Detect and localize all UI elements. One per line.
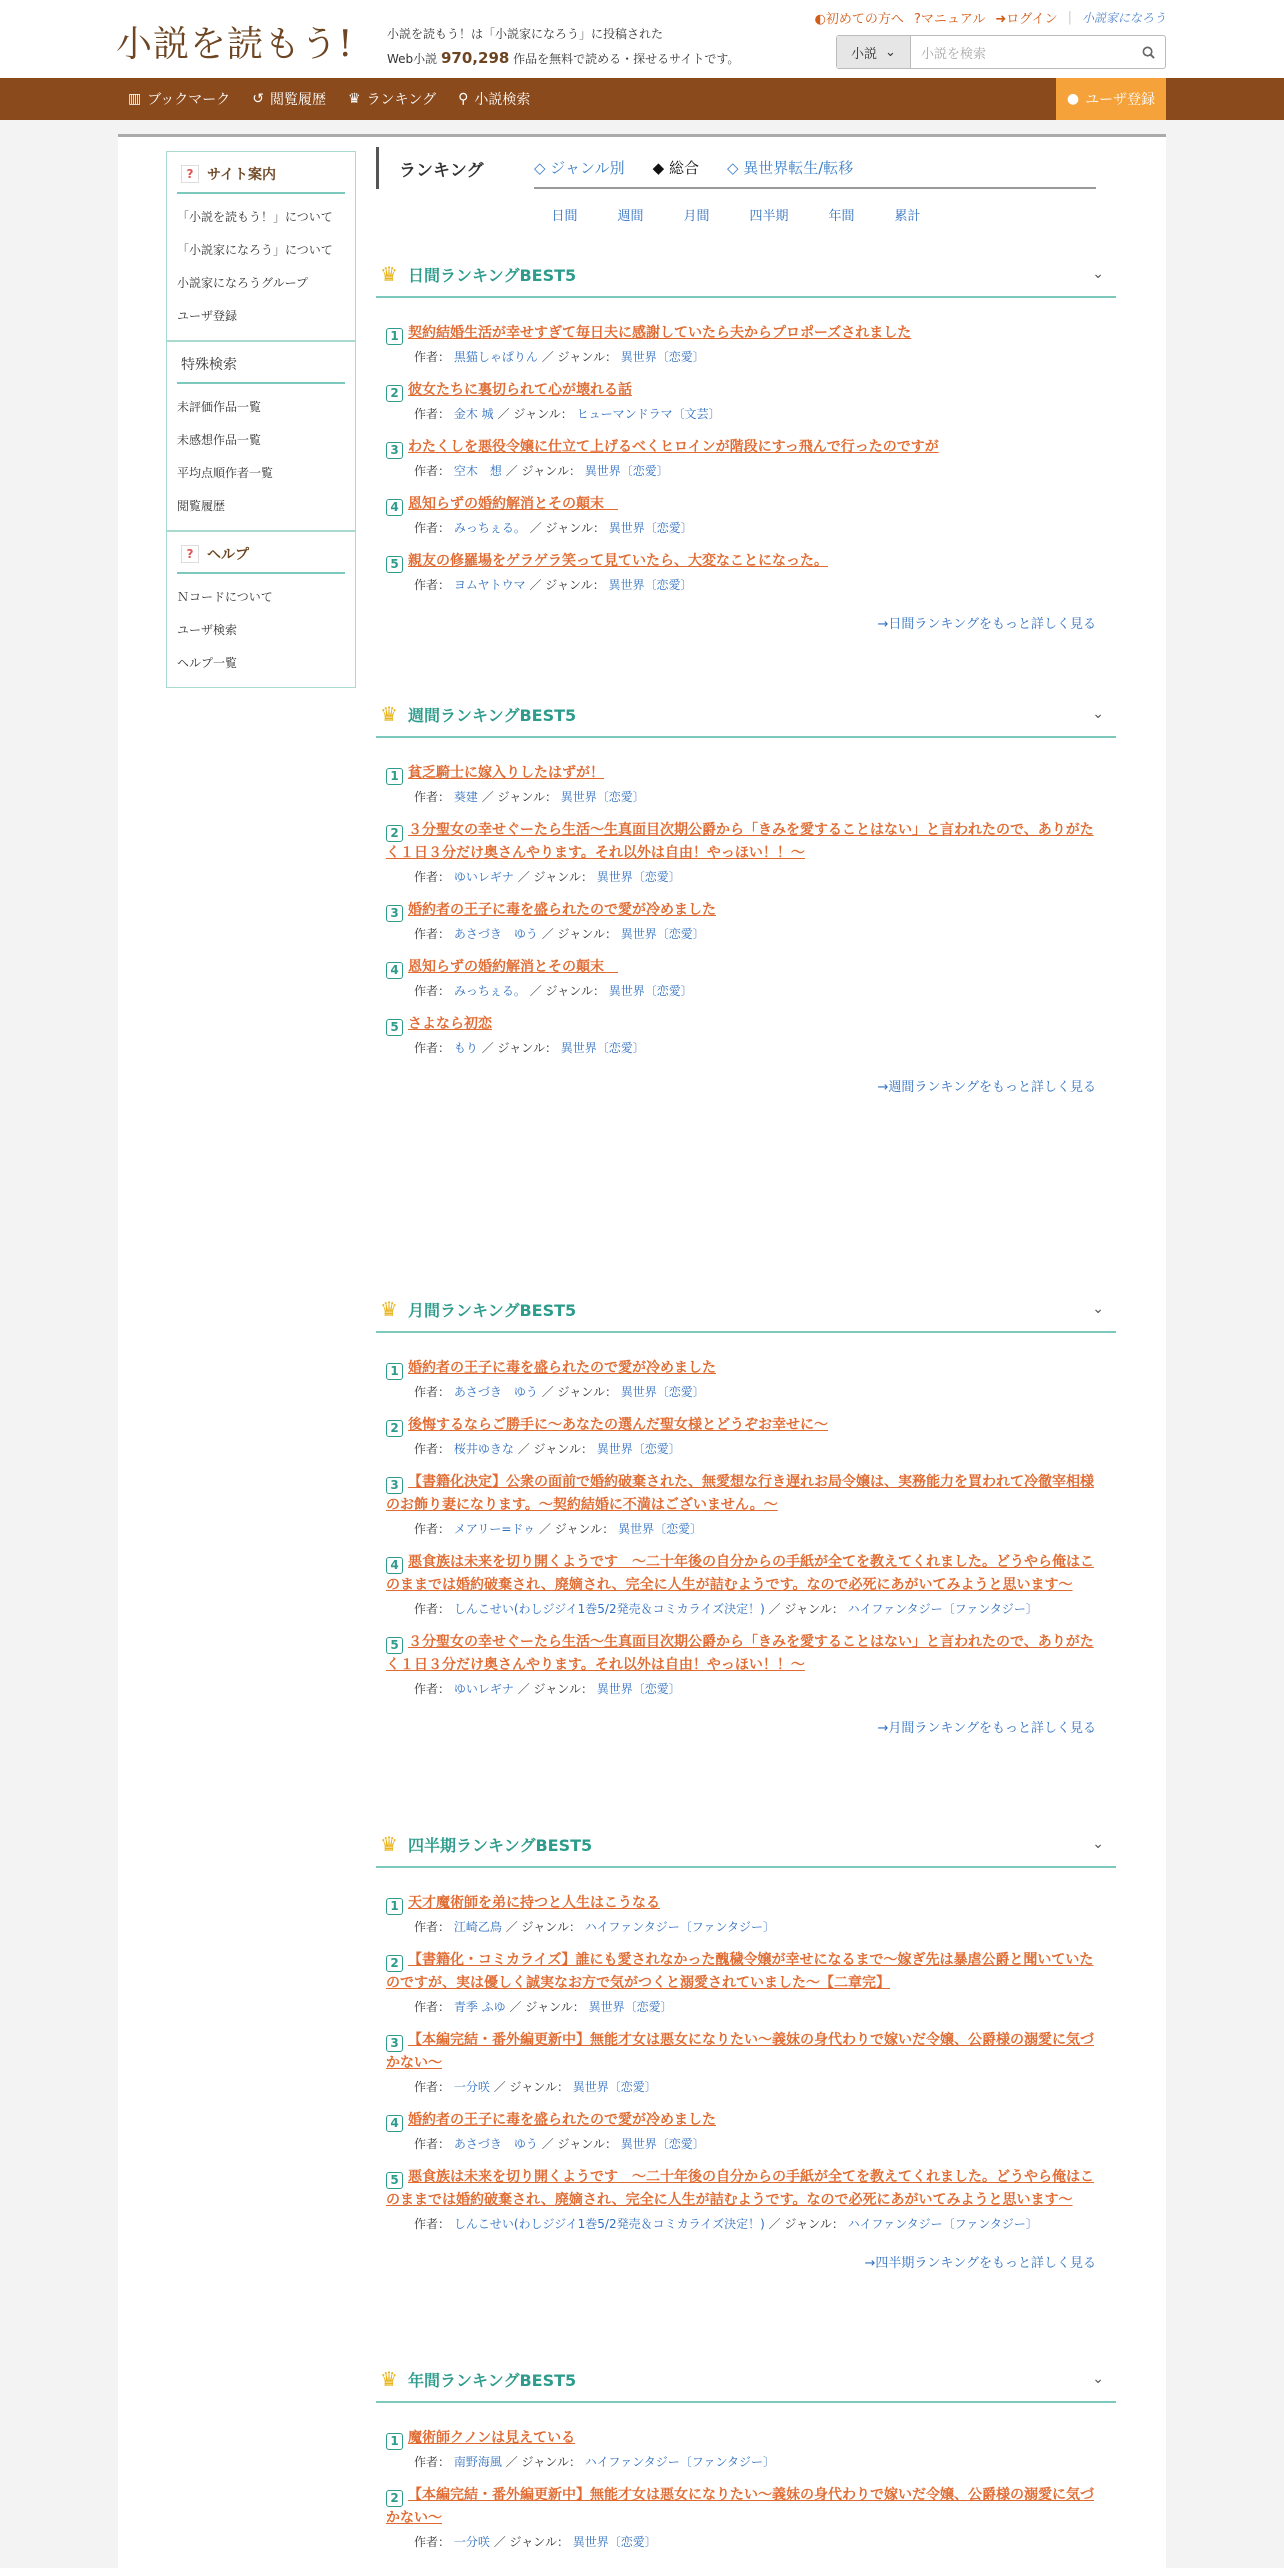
- genre-label: ／ ジャンル：: [768, 2217, 844, 2231]
- ranking-item: [386, 1414, 1106, 1459]
- rank-badge: 3: [386, 2035, 403, 2052]
- genre-label: ／ ジャンル：: [529, 521, 605, 535]
- sidebar-item-about-yomou[interactable]: 「小説を読もう！」について: [177, 210, 333, 224]
- genre-label: ／ ジャンル：: [517, 1682, 593, 1696]
- genre-label: ／ ジャンル：: [509, 2000, 585, 2014]
- genre-link[interactable]: 異世界〔恋愛〕: [588, 2000, 673, 2014]
- search-box: [836, 35, 1166, 69]
- nav-history-label: 閲覧履歴: [270, 92, 326, 108]
- ranking-item: [386, 762, 1106, 807]
- genre-link[interactable]: ヒューマンドラマ〔文芸〕: [576, 407, 721, 421]
- bookmark-icon: ▥: [128, 91, 142, 107]
- genre-link[interactable]: 異世界〔恋愛〕: [620, 1385, 705, 1399]
- genre-link[interactable]: 異世界〔恋愛〕: [608, 521, 693, 535]
- top-links: [815, 8, 1166, 27]
- period-weekly[interactable]: 週間: [617, 209, 644, 224]
- history-icon: ↺: [252, 91, 264, 107]
- author-label: 作者：: [414, 407, 451, 421]
- section-header[interactable]: [376, 2357, 1116, 2403]
- novel-title-link[interactable]: 【本編完結・番外編更新中】無能才女は悪女になりたい～義妹の身代わりで嫁いだ令嬢、公爵様の溺愛に気づかない～: [386, 2032, 1094, 2071]
- author-link[interactable]: 桜井ゆきな: [453, 1442, 514, 1456]
- genre-label: ／ ジャンル：: [497, 407, 573, 421]
- work-count: 970,298: [441, 49, 510, 67]
- rank-badge: 1: [386, 768, 403, 785]
- rank-badge: 5: [386, 1637, 403, 1654]
- author-link[interactable]: 江崎乙鳥: [453, 1920, 502, 1934]
- author-link[interactable]: みっちぇる。: [453, 521, 526, 535]
- login-link[interactable]: [995, 8, 1057, 27]
- special-search-list: [177, 384, 345, 522]
- user-icon: ●: [1066, 91, 1080, 107]
- manual-link[interactable]: [914, 8, 985, 27]
- ranking-item: [386, 1631, 1106, 1699]
- novel-meta: [386, 347, 1106, 367]
- tab-isekai[interactable]: ◇ 異世界転生/転移: [726, 158, 854, 177]
- author-label: 作者：: [414, 1385, 451, 1399]
- genre-link[interactable]: 異世界〔恋愛〕: [620, 927, 705, 941]
- author-label: 作者：: [414, 1041, 451, 1055]
- site-header: [0, 0, 1284, 78]
- author-link[interactable]: 黒猫しゃぱりん: [453, 350, 538, 364]
- genre-link[interactable]: ハイファンタジー〔ファンタジー〕: [584, 2455, 775, 2469]
- site-description: [387, 22, 739, 71]
- genre-label: ／ ジャンル：: [493, 2080, 569, 2094]
- crown-icon: ♛: [380, 2367, 398, 2391]
- novel-title-link[interactable]: 後悔するならご勝手に～あなたの選んだ聖女様とどうぞお幸せに～: [408, 1417, 828, 1433]
- ranking-item: [386, 1471, 1106, 1539]
- login-icon: ➜: [995, 12, 1007, 27]
- novel-meta: [386, 461, 1106, 481]
- genre-link[interactable]: 異世界〔恋愛〕: [618, 1522, 703, 1536]
- novel-meta: [386, 1679, 1106, 1699]
- genre-label: ／ ジャンル：: [481, 790, 557, 804]
- genre-label: ／ ジャンル：: [505, 2455, 581, 2469]
- section-header[interactable]: [376, 692, 1116, 738]
- period-monthly[interactable]: 月間: [683, 209, 710, 224]
- genre-link[interactable]: 異世界〔恋愛〕: [596, 1442, 681, 1456]
- sidebar-item-narou-group[interactable]: 小説家になろうグループ: [177, 276, 309, 290]
- first-time-link[interactable]: [815, 8, 904, 27]
- site-guide-title: サイト案内: [207, 167, 277, 183]
- ranking-item: [386, 1949, 1106, 2017]
- nav-search[interactable]: [458, 89, 530, 109]
- search-icon: ⚲: [458, 91, 469, 107]
- period-total[interactable]: 累計: [894, 209, 921, 224]
- special-search-box: [166, 341, 356, 531]
- crown-icon: ♛: [380, 702, 398, 726]
- main-nav: [128, 78, 530, 120]
- author-label: 作者：: [414, 578, 451, 592]
- genre-label: ／ ジャンル：: [541, 927, 617, 941]
- ranking-item: [386, 436, 1106, 481]
- ranking-list: [376, 2403, 1116, 2552]
- search-input[interactable]: 小説を検索: [921, 46, 987, 62]
- desc-prefix: Web小説: [387, 52, 438, 66]
- chevron-down-icon[interactable]: ⌄: [1092, 1836, 1104, 1852]
- ranking-item: [386, 819, 1106, 887]
- ranking-list: [376, 298, 1116, 595]
- question-circle-icon: ?: [913, 12, 921, 27]
- rank-badge: 1: [386, 1898, 403, 1915]
- genre-link[interactable]: 異世界〔恋愛〕: [620, 350, 705, 364]
- period-quarterly[interactable]: 四半期: [749, 209, 789, 224]
- author-link[interactable]: ヨムヤトウマ: [453, 578, 526, 592]
- section-title: 日間ランキングBEST5: [407, 265, 577, 285]
- author-link[interactable]: 一分咲: [453, 2535, 490, 2549]
- author-label: 作者：: [414, 2455, 451, 2469]
- genre-label: ／ ジャンル：: [768, 1602, 844, 1616]
- site-logo[interactable]: 小説を読もう!: [116, 24, 354, 65]
- ranking-item: [386, 322, 1106, 367]
- author-label: 作者：: [414, 984, 451, 998]
- rank-badge: 1: [386, 1363, 403, 1380]
- genre-link[interactable]: 異世界〔恋愛〕: [572, 2080, 657, 2094]
- rank-badge: 2: [386, 1955, 403, 1972]
- chevron-down-icon[interactable]: ⌄: [1092, 706, 1104, 722]
- question-icon: ?: [181, 165, 199, 183]
- manual-label: マニュアル: [920, 12, 986, 27]
- rank-badge: 3: [386, 1477, 403, 1494]
- help-box: [166, 531, 356, 688]
- author-label: 作者：: [414, 927, 451, 941]
- novel-meta: [386, 1997, 1106, 2017]
- sidebar-item-no-impressions[interactable]: 未感想作品一覧: [177, 433, 262, 447]
- author-link[interactable]: しんこせい(わしジジイ1巻5/2発売＆コミカライズ決定！): [453, 1602, 765, 1616]
- period-daily[interactable]: 日間: [551, 209, 578, 224]
- genre-label: ／ ジャンル：: [517, 870, 593, 884]
- login-label: ログイン: [1006, 12, 1058, 27]
- novel-title-link[interactable]: 【本編完結・番外編更新中】無能才女は悪女になりたい～義妹の身代わりで嫁いだ令嬢、公爵様の溺愛に気づかない～: [386, 2487, 1094, 2526]
- novel-title-link[interactable]: 彼女たちに裏切られて心が壊れる話: [408, 382, 632, 398]
- author-label: 作者：: [414, 1920, 451, 1934]
- section-title: 月間ランキングBEST5: [407, 1300, 577, 1320]
- divider: |: [1067, 10, 1072, 25]
- author-label: 作者：: [414, 2137, 451, 2151]
- novel-title-link[interactable]: ３分聖女の幸せぐーたら生活〜生真面目次期公爵から「きみを愛することはない」と言われたので、ありがたく１日３分だけ奥さんやります。それ以外は自由！やっほい！！〜: [386, 822, 1094, 861]
- rank-badge: 1: [386, 328, 403, 345]
- author-link[interactable]: ゆいレギナ: [453, 1682, 514, 1696]
- author-label: 作者：: [414, 1602, 451, 1616]
- ranking-section: [376, 1287, 1116, 1736]
- novel-meta: [386, 2214, 1106, 2234]
- novel-meta: [386, 2134, 1106, 2154]
- ranking-section: [376, 692, 1116, 1095]
- ranking-item: [386, 493, 1106, 538]
- beginner-icon: ◐: [814, 12, 826, 27]
- main-nav-bar: [0, 78, 1284, 120]
- see-more-link[interactable]: →日間ランキングをもっと詳しく見る: [877, 617, 1096, 632]
- rank-badge: 3: [386, 442, 403, 459]
- ranking-item: [386, 550, 1106, 595]
- period-yearly[interactable]: 年間: [828, 209, 855, 224]
- author-link[interactable]: 空木 想: [453, 464, 502, 478]
- novel-title-link[interactable]: さよなら初恋: [408, 1016, 492, 1032]
- nav-ranking[interactable]: [348, 89, 436, 109]
- genre-link[interactable]: 異世界〔恋愛〕: [608, 578, 693, 592]
- novel-meta: [386, 2532, 1106, 2552]
- rank-badge: 2: [386, 2490, 403, 2507]
- ranking-item: [386, 956, 1106, 1001]
- novel-meta: [386, 981, 1106, 1001]
- ranking-title: ランキング: [376, 147, 484, 189]
- novel-title-link[interactable]: 悪食族は未来を切り開くようです ～二十年後の自分からの手紙が全てを教えてくれました。どうやら俺はこのままでは婚約破棄され、廃嫡され、完全に人生が詰むようです。なので必死にあがいてみようと思います～: [386, 1554, 1094, 1593]
- first-time-label: 初めての方へ: [825, 12, 904, 27]
- genre-label: ／ ジャンル：: [541, 1385, 617, 1399]
- novel-title-link[interactable]: 親友の修羅場をゲラゲラ笑って見ていたら、大変なことになった。: [408, 553, 828, 569]
- author-label: 作者：: [414, 521, 451, 535]
- author-link[interactable]: あさづき ゆう: [453, 927, 538, 941]
- author-label: 作者：: [414, 464, 451, 478]
- novel-title-link[interactable]: わたくしを悪役令嬢に仕立て上げるべくヒロインが階段にすっ飛んで行ったのですが: [408, 439, 939, 455]
- narou-brand-link[interactable]: 小説家になろう: [1081, 11, 1166, 25]
- see-more-link[interactable]: →月間ランキングをもっと詳しく見る: [877, 1721, 1096, 1736]
- ranking-item: [386, 2029, 1106, 2097]
- genre-link[interactable]: 異世界〔恋愛〕: [596, 1682, 681, 1696]
- rank-badge: 5: [386, 2172, 403, 2189]
- novel-title-link[interactable]: 婚約者の王子に毒を盛られたので愛が冷めました: [408, 1360, 716, 1376]
- ranking-item: [386, 1357, 1106, 1402]
- period-links: [376, 205, 1096, 224]
- ranking-list: [376, 738, 1116, 1058]
- novel-title-link[interactable]: 【書籍化決定】公衆の面前で婚約破棄された、無愛想な行き遅れお局令嬢は、実務能力を買われて冷徹宰相様のお飾り妻になります。～契約結婚に不満はございません。～: [386, 1474, 1094, 1513]
- user-register-button[interactable]: [1056, 78, 1166, 120]
- sidebar-item-user-register[interactable]: ユーザ登録: [177, 309, 238, 323]
- author-link[interactable]: ゆいレギナ: [453, 870, 514, 884]
- ranking-item: [386, 1013, 1106, 1058]
- nav-bookmark-label: ブックマーク: [147, 92, 231, 108]
- section-header[interactable]: [376, 1822, 1116, 1868]
- tab-genre[interactable]: ◇ ジャンル別: [534, 158, 625, 177]
- section-title: 年間ランキングBEST5: [407, 2370, 577, 2390]
- rank-badge: 2: [386, 825, 403, 842]
- nav-history[interactable]: [252, 89, 326, 109]
- ranking-item: [386, 1892, 1106, 1937]
- crown-icon: ♛: [380, 1832, 398, 1856]
- author-label: 作者：: [414, 1442, 451, 1456]
- genre-label: ／ ジャンル：: [538, 1522, 615, 1536]
- chevron-down-icon: ⌄: [885, 44, 896, 60]
- author-label: 作者：: [414, 2217, 451, 2231]
- author-label: 作者：: [414, 2535, 451, 2549]
- section-title: 週間ランキングBEST5: [407, 705, 577, 725]
- chevron-down-icon[interactable]: ⌄: [1092, 2371, 1104, 2387]
- novel-title-link[interactable]: 魔術師クノンは見えている: [408, 2430, 576, 2446]
- rank-badge: 4: [386, 2115, 403, 2132]
- rank-badge: 3: [386, 905, 403, 922]
- section-header[interactable]: [376, 1287, 1116, 1333]
- rank-badge: 4: [386, 1557, 403, 1574]
- section-header[interactable]: [376, 252, 1116, 298]
- novel-meta: [386, 1599, 1106, 1619]
- special-search-heading: 特殊検索: [177, 350, 345, 384]
- ranking-item: [386, 2484, 1106, 2552]
- ranking-section: [376, 2357, 1116, 2552]
- genre-link[interactable]: 異世界〔恋愛〕: [596, 870, 681, 884]
- genre-label: ／ ジャンル：: [481, 1041, 557, 1055]
- author-label: 作者：: [414, 790, 451, 804]
- sidebar-item-history[interactable]: 閲覧履歴: [177, 499, 226, 513]
- rank-badge: 4: [386, 962, 403, 979]
- author-link[interactable]: 一分咲: [453, 2080, 490, 2094]
- crown-icon: ♛: [348, 91, 361, 107]
- rank-badge: 2: [386, 1420, 403, 1437]
- novel-meta: [386, 1917, 1106, 1937]
- genre-label: ／ ジャンル：: [517, 1442, 593, 1456]
- sidebar-item-user-search[interactable]: ユーザ検索: [177, 623, 238, 637]
- search-icon: [1142, 46, 1155, 59]
- novel-title-link[interactable]: 契約結婚生活が幸せすぎて毎日夫に感謝していたら夫からプロポーズされました: [408, 325, 912, 341]
- novel-meta: [386, 404, 1106, 424]
- search-type-select[interactable]: [837, 36, 911, 68]
- novel-meta: [386, 867, 1106, 887]
- author-label: 作者：: [414, 1682, 451, 1696]
- author-link[interactable]: みっちぇる。: [453, 984, 526, 998]
- search-type-value: 小説: [851, 46, 878, 62]
- genre-label: ／ ジャンル：: [493, 2535, 569, 2549]
- site-guide-box: [166, 151, 356, 341]
- desc-line-1: 小説を読もう！は「小説家になろう」に投稿された: [387, 27, 664, 41]
- rank-badge: 4: [386, 499, 403, 516]
- ranking-item: [386, 379, 1106, 424]
- genre-link[interactable]: 異世界〔恋愛〕: [560, 790, 645, 804]
- genre-label: ／ ジャンル：: [541, 2137, 617, 2151]
- help-heading: [177, 540, 345, 574]
- genre-label: ／ ジャンル：: [541, 350, 617, 364]
- ranking-item: [386, 899, 1106, 944]
- genre-label: ／ ジャンル：: [529, 578, 605, 592]
- novel-title-link[interactable]: 悪食族は未来を切り開くようです ～二十年後の自分からの手紙が全てを教えてくれました。どうやら俺はこのままでは婚約破棄され、廃嫡され、完全に人生が詰むようです。なので必死にあがいてみようと思います～: [386, 2169, 1094, 2208]
- crown-icon: ♛: [380, 1297, 398, 1321]
- help-title: ヘルプ: [207, 547, 249, 563]
- ranking-item: [386, 2109, 1106, 2154]
- desc-line-2: [387, 46, 739, 71]
- novel-meta: [386, 2452, 1106, 2472]
- author-link[interactable]: あさづき ゆう: [453, 2137, 538, 2151]
- novel-meta: [386, 1519, 1106, 1539]
- genre-link[interactable]: ハイファンタジー〔ファンタジー〕: [584, 1920, 775, 1934]
- author-label: 作者：: [414, 1522, 451, 1536]
- author-link[interactable]: 青季 ふゆ: [453, 2000, 506, 2014]
- nav-search-label: 小説検索: [474, 92, 531, 108]
- ranking-list: [376, 1333, 1116, 1699]
- novel-title-link[interactable]: ３分聖女の幸せぐーたら生活〜生真面目次期公爵から「きみを愛することはない」と言われたので、ありがたく１日３分だけ奥さんやります。それ以外は自由！やっほい！！〜: [386, 1634, 1094, 1673]
- help-list: [177, 574, 345, 679]
- genre-link[interactable]: 異世界〔恋愛〕: [620, 2137, 705, 2151]
- author-label: 作者：: [414, 350, 451, 364]
- main-content: [118, 134, 1166, 2568]
- genre-link[interactable]: 異世界〔恋愛〕: [608, 984, 693, 998]
- novel-meta: [386, 787, 1106, 807]
- rank-badge: 5: [386, 556, 403, 573]
- ranking-section: [376, 1822, 1116, 2271]
- chevron-down-icon[interactable]: ⌄: [1092, 266, 1104, 282]
- novel-title-link[interactable]: 婚約者の王子に毒を盛られたので愛が冷めました: [408, 902, 716, 918]
- user-register-label: ユーザ登録: [1085, 92, 1156, 108]
- genre-link[interactable]: 異世界〔恋愛〕: [560, 1041, 645, 1055]
- chevron-down-icon[interactable]: ⌄: [1092, 1301, 1104, 1317]
- tab-overall[interactable]: ◆ 総合: [652, 158, 699, 177]
- novel-meta: [386, 1382, 1106, 1402]
- author-link[interactable]: 葵建: [453, 790, 478, 804]
- author-label: 作者：: [414, 870, 451, 884]
- ranking-section: [376, 252, 1116, 632]
- novel-meta: [386, 924, 1106, 944]
- question-icon: ?: [181, 545, 199, 563]
- author-link[interactable]: あさづき ゆう: [453, 1385, 538, 1399]
- genre-link[interactable]: 異世界〔恋愛〕: [584, 464, 669, 478]
- author-link[interactable]: メアリー=ドゥ: [453, 1522, 536, 1536]
- search-button[interactable]: [1131, 36, 1165, 68]
- see-more-link[interactable]: →四半期ランキングをもっと詳しく見る: [864, 2256, 1096, 2271]
- ranking-item: [386, 1551, 1106, 1619]
- crown-icon: ♛: [380, 262, 398, 286]
- author-link[interactable]: 金木 城: [453, 407, 494, 421]
- novel-meta: [386, 1439, 1106, 1459]
- author-link[interactable]: 南野海風: [453, 2455, 502, 2469]
- ranking-item: [386, 2427, 1106, 2472]
- section-title: 四半期ランキングBEST5: [407, 1835, 593, 1855]
- nav-ranking-label: ランキング: [366, 92, 437, 108]
- ranking-item: [386, 2166, 1106, 2234]
- sidebar-item-help-list[interactable]: ヘルプ一覧: [177, 656, 238, 670]
- rank-badge: 5: [386, 1019, 403, 1036]
- novel-title-link[interactable]: 貧乏騎士に嫁入りしたはずが！: [408, 765, 604, 781]
- genre-label: ／ ジャンル：: [529, 984, 605, 998]
- novel-meta: [386, 2077, 1106, 2097]
- novel-title-link[interactable]: 天才魔術師を弟に持つと人生はこうなる: [408, 1895, 660, 1911]
- sidebar-item-ncode[interactable]: Ｎコードについて: [177, 590, 273, 604]
- rank-badge: 2: [386, 385, 403, 402]
- author-link[interactable]: しんこせい(わしジジイ1巻5/2発売＆コミカライズ決定！): [453, 2217, 765, 2231]
- novel-meta: [386, 518, 1106, 538]
- site-guide-list: [177, 194, 345, 332]
- desc-suffix: 作品を無料で読める・探せるサイトです。: [513, 52, 740, 66]
- author-label: 作者：: [414, 2080, 451, 2094]
- sidebar-item-about-narou[interactable]: 「小説家になろう」について: [177, 243, 333, 257]
- nav-bookmark[interactable]: [128, 89, 230, 109]
- novel-meta: [386, 1038, 1106, 1058]
- sidebar-item-unrated[interactable]: 未評価作品一覧: [177, 400, 262, 414]
- ranking-list: [376, 1868, 1116, 2234]
- rank-badge: 1: [386, 2433, 403, 2450]
- novel-title-link[interactable]: 恩知らずの婚約解消とその顛末: [408, 496, 618, 512]
- novel-title-link[interactable]: 【書籍化・コミカライズ】誰にも愛されなかった醜穢令嬢が幸せになるまで〜嫁ぎ先は暴虐公爵と聞いていたのですが、実は優しく誠実なお方で気がつくと溺愛されていました〜【二章完】: [386, 1952, 1094, 1991]
- genre-label: ／ ジャンル：: [505, 464, 581, 478]
- genre-link[interactable]: ハイファンタジー〔ファンタジー〕: [847, 1602, 1038, 1616]
- ranking-tabs: [534, 147, 1096, 189]
- genre-link[interactable]: ハイファンタジー〔ファンタジー〕: [847, 2217, 1038, 2231]
- novel-title-link[interactable]: 恩知らずの婚約解消とその顛末: [408, 959, 618, 975]
- genre-label: ／ ジャンル：: [505, 1920, 581, 1934]
- novel-title-link[interactable]: 婚約者の王子に毒を盛られたので愛が冷めました: [408, 2112, 716, 2128]
- author-label: 作者：: [414, 2000, 451, 2014]
- genre-link[interactable]: 異世界〔恋愛〕: [572, 2535, 657, 2549]
- site-guide-heading: [177, 160, 345, 194]
- novel-meta: [386, 575, 1106, 595]
- see-more-link[interactable]: →週間ランキングをもっと詳しく見る: [877, 1080, 1096, 1095]
- sidebar-item-average-authors[interactable]: 平均点順作者一覧: [177, 466, 274, 480]
- author-link[interactable]: もり: [453, 1041, 478, 1055]
